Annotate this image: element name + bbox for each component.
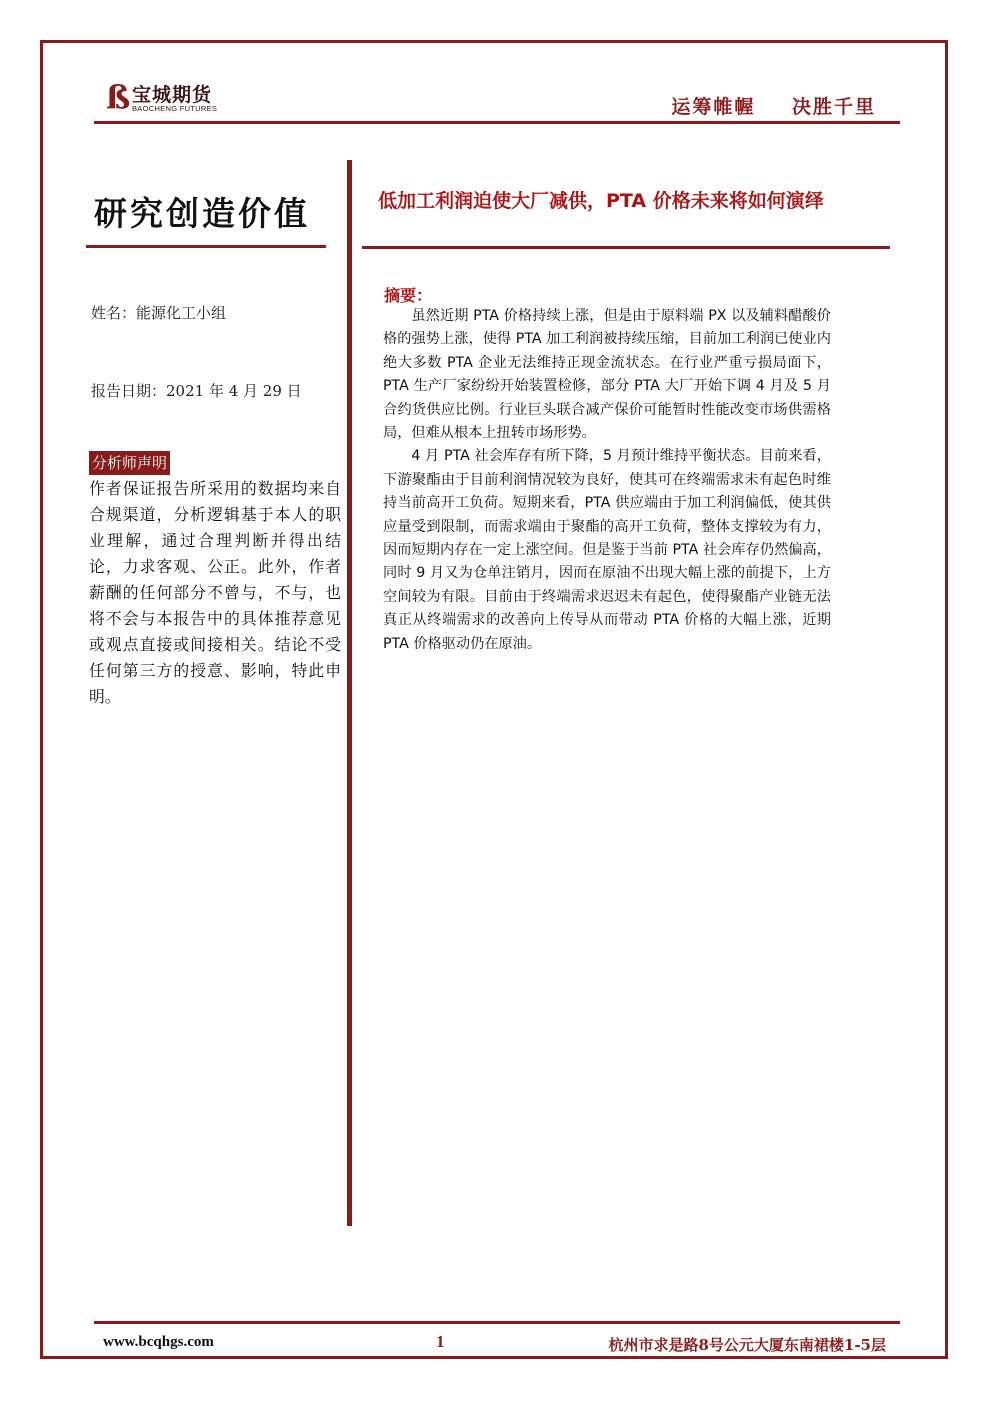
company-logo xyxy=(106,80,246,116)
abstract-paragraph: 4 月 PTA 社会库存有所下降，5 月预计维持平衡状态。目前来看，下游聚酯由于目前利润情况较为良好，使其可在终端需求未有起色时维持当前高开工负荷。短期来看，PTA 供应端由于加工利润偏低，使其供应量受到限制，而需求端由于聚酯的高开工负荷，整体支撑较为有力，因而短期内存在一定上涨空间。但是鉴于当前 PTA 社会库存仍然偏高，同时 9 月又为仓单注销月，因而在原油不出现大幅上涨的前提下，上方空间较为有限。目前由于终端需求迟迟未有起色，使得聚酯产业链无法真正从终端需求的改善向上传导从而带动 PTA 价格的大幅上涨，近期 PTA 价格驱动仍在原油。 xyxy=(383,448,831,652)
abstract-label: 摘要： xyxy=(384,286,433,305)
sidebar-title-underline xyxy=(86,245,326,248)
header-slogan: 运筹帷幄 决胜千里 xyxy=(671,96,876,118)
logo-chinese-name: 宝城期货 xyxy=(132,84,213,106)
sidebar-title: 研究创造价值 xyxy=(94,194,310,233)
report-title: 低加工利润迫使大厂减供，PTA 价格未来将如何演绎 xyxy=(378,190,824,212)
footer-divider xyxy=(94,1321,900,1324)
abstract-body xyxy=(383,305,831,656)
logo-english-name: BAOCHENG FUTURES xyxy=(132,104,218,113)
abstract-paragraph: 虽然近期 PTA 价格持续上涨，但是由于原料端 PX 以及辅料醋酸价格的强势上涨，使得 PTA 加工利润被持续压缩，目前加工利润已使业内绝大多数 PTA 企业无法维持正现金流状态。在行业严重亏损局面下，PTA 生产厂家纷纷开始装置检修，部分 PTA 大厂开始下调 4 月及 5 月合约货供应比例。行业巨头联合减产保价可能暂时性能改变市场供需格局，但难从根本上扭转市场形势。 xyxy=(383,308,831,442)
analyst-statement-label: 分析师声明 xyxy=(89,451,170,475)
column-divider xyxy=(347,160,352,1226)
footer-address: 杭州市求是路8号公元大厦东南裙楼1-5层 xyxy=(608,1336,886,1354)
page-number: 1 xyxy=(436,1332,445,1351)
logo-mark-icon: ß xyxy=(106,78,131,116)
analyst-statement-text: 作者保证报告所采用的数据均来自合规渠道，分析逻辑基于本人的职业理解，通过合理判断并得出结论，力求客观、公正。此外，作者薪酬的任何部分不曾与，不与，也将不会与本报告中的具体推荐意见或观点直接或间接相关。结论不受任何第三方的授意、影响，特此申明。 xyxy=(89,479,341,706)
header-divider xyxy=(94,121,900,124)
report-date: 报告日期：2021 年 4 月 29 日 xyxy=(91,382,302,400)
author-name: 姓名：能源化工小组 xyxy=(91,304,227,322)
report-title-underline xyxy=(362,246,890,249)
footer-website: www.bcqhgs.com xyxy=(103,1334,214,1350)
